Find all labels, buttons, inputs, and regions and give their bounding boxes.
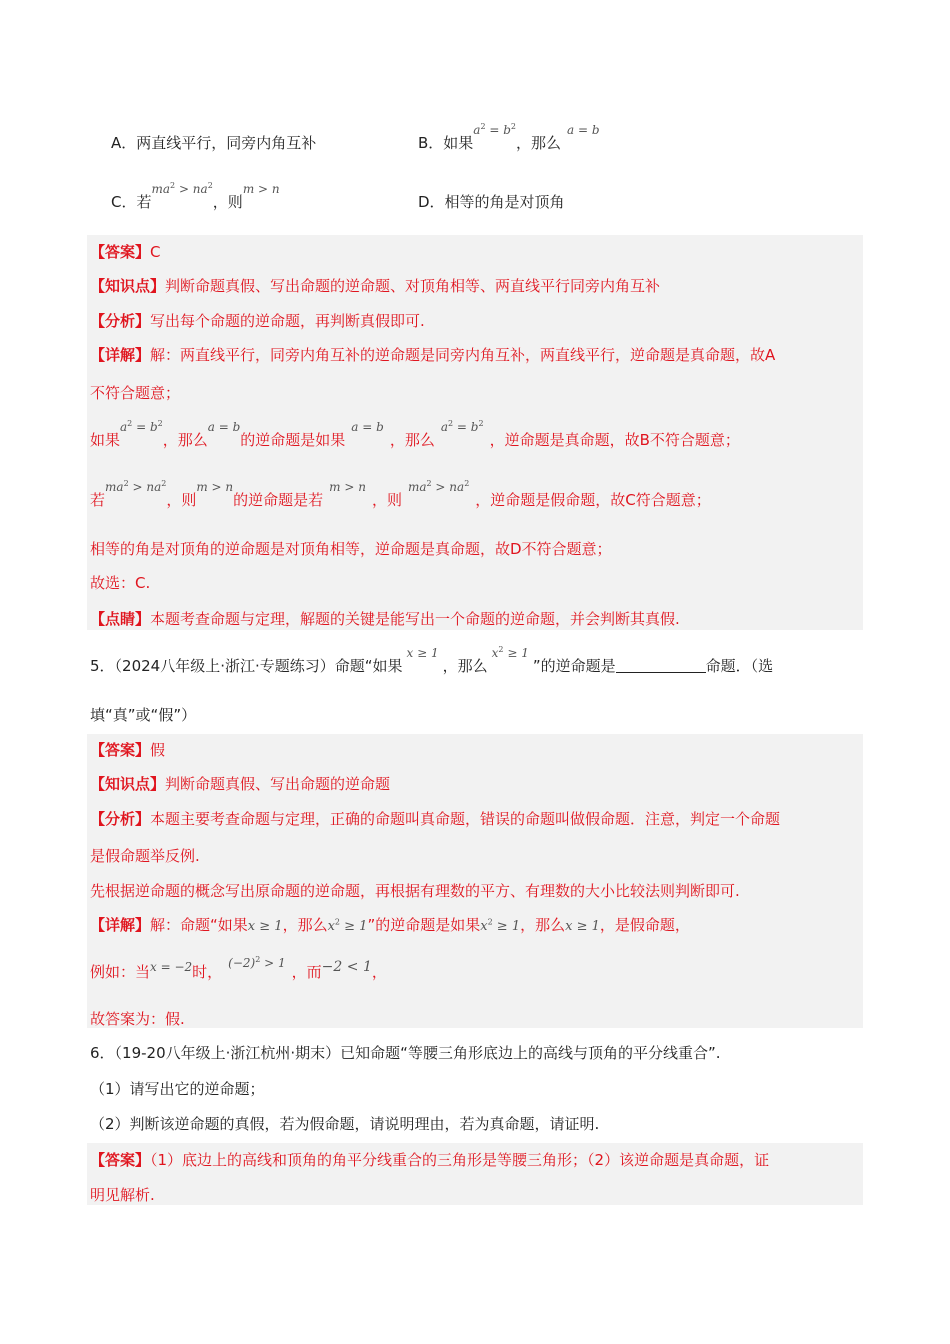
q6-answer-line2: 明见解析. [90, 1186, 155, 1204]
q5-knowledge-point: 【知识点】判断命题真假、写出命题的逆命题 [90, 775, 391, 793]
q4-knowledge-point: 【知识点】判断命题真假、写出命题的逆命题、对顶角相等、两直线平行同旁内角互补 [90, 277, 661, 295]
q4-detail-line5: 相等的角是对顶角的逆命题是对顶角相等，逆命题是真命题，故D不符合题意； [90, 540, 612, 558]
option-b: B．如果$^{a^2 = b^2}$，那么$^{a = b}$ [418, 122, 600, 152]
q5-analysis-line2: 是假命题举反例. [90, 847, 200, 865]
q4-answer: 【答案】C [90, 243, 161, 261]
option-c: C．若$^{ma^2 > na^2}$，则$^{m > n}$ [111, 181, 280, 211]
q6-stem: 6．（19-20八年级上·浙江杭州·期末）已知命题“等腰三角形底边上的高线与顶角的平分线重合”. [90, 1044, 721, 1062]
q4-detail-line3: 如果$^{a^2 = b^2}$，那么$^{a = b}$的逆命题是如果$^{a = b}$，那么$^{a^2 = b^2}$，逆命题是真命题，故B不符合题意； [90, 419, 740, 449]
q6-answer-line1: 【答案】（1）底边上的高线和顶角的角平分线重合的三角形是等腰三角形；（2）该逆命题是真命题，证 [90, 1151, 770, 1169]
q4-detail-line6: 故选：C. [90, 574, 151, 592]
q4-detail-line2: 不符合题意； [90, 384, 181, 402]
q5-analysis-line1: 【分析】本题主要考查命题与定理，正确的命题叫真命题，错误的命题叫做假命题．注意，判定一个命题 [90, 810, 781, 828]
q4-detail-line1: 【详解】解：两直线平行，同旁内角互补的逆命题是同旁内角互补，两直线平行，逆命题是真命题，故A [90, 346, 776, 364]
answer-blank[interactable] [616, 658, 706, 673]
q5-stem-line2: 填“真”或“假”） [90, 706, 197, 724]
q5-detail-line2: 例如：当$^{x = -2}$时， $^{(-2)^2 > 1}$ ，而−2 < 1， [90, 955, 387, 981]
q5-analysis-line3: 先根据逆命题的概念写出原命题的逆命题，再根据有理数的平方、有理数的大小比较法则判断即可. [90, 882, 740, 900]
q5-stem-line1: 5．（2024八年级上·浙江·专题练习）命题“如果$^{x \ge 1}$，那么$^{x^2 \ge 1}$”的逆命题是 命题．（选 [90, 645, 774, 675]
q4-comment: 【点睛】本题考查命题与定理，解题的关键是能写出一个命题的逆命题，并会判断其真假. [90, 610, 680, 628]
option-d: D．相等的角是对顶角 [418, 193, 565, 211]
q5-answer: 【答案】假 [90, 741, 166, 759]
q4-detail-line4: 若$^{ma^2 > na^2}$，则$^{m > n}$的逆命题是若$^{m > n}$，则$^{ma^2 > na^2}$，逆命题是假命题，故C符合题意； [90, 479, 711, 509]
q6-sub2: （2）判断该逆命题的真假，若为假命题，请说明理由，若为真命题，请证明. [90, 1115, 600, 1133]
q5-detail-line3: 故答案为：假. [90, 1010, 185, 1028]
q6-sub1: （1）请写出它的逆命题； [90, 1080, 265, 1098]
q5-detail-line1: 【详解】解：命题“如果x ≥ 1，那么$x^2 \ge 1$”的逆命题是如果$x^2 \ge 1$，那么x ≥ 1，是假命题， [90, 916, 690, 934]
q4-analysis: 【分析】写出每个命题的逆命题，再判断真假即可. [90, 312, 425, 330]
option-a: A．两直线平行，同旁内角互补 [111, 134, 317, 152]
